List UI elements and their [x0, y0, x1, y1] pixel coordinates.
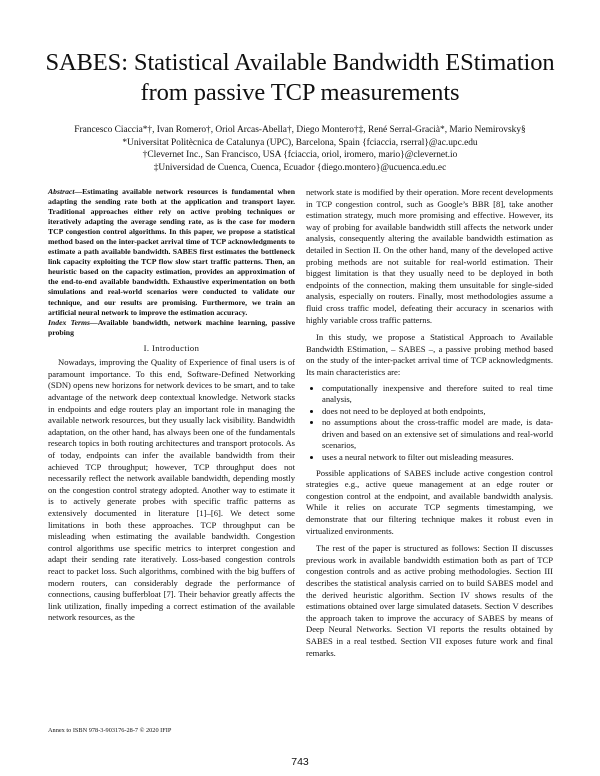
right-paragraph-3: Possible applications of SABES include active congestion control strategies e.g., active queue management at an edge router or congestion control at the endpoint, and available bandwidth analysis. While it relies on accurate TCP segments timestamping, we demonstrate that our filtering technique makes it robust even in virtualized environments.: [306, 467, 553, 536]
paper-title: [0, 48, 600, 108]
title-line-2: from passive TCP measurements: [140, 79, 460, 106]
abstract: [48, 187, 295, 318]
section-heading-introduction: I. Introduction: [143, 342, 200, 353]
index-terms: [48, 318, 295, 338]
list-item: • computationally inexpensive and therefore suited to real time analysis,: [322, 383, 553, 406]
abstract-text: —Estimating available network resources is fundamental when adapting the sending rate both at the application and transport layer. Traditional approaches either rely on active probing techniques or iteratively adapting the average sending rate, as is the case for modern TCP congestion control algorithms. In this paper, we propose a statistical method based on the inter-packet arrival time of TCP acknowledgments to estimate a path available bandwidth. SABES first estimates the bottleneck link capacity exploiting the TCP flow slow start traffic patterns. Then, an heuristic based on the capacity estimation, provides an approximation of the end-to-end available bandwidth. Exhaustive experimentation on both simulations and real-world scenarios were conducted to validate our technique, and our results are promising. Furthermore, we train an artificial neural network to improve the estimation accuracy.: [48, 187, 295, 317]
isbn-footer: Annex to ISBN 978-3-903176-28-7 © 2020 IFIP: [48, 727, 172, 734]
abstract-label: Abstract: [48, 187, 75, 196]
affiliation-cuenca: ‡Universidad de Cuenca, Cuenca, Ecuador {diego.montero}@ucuenca.edu.ec: [153, 162, 447, 173]
right-paragraph-1: network state is modified by their operation. More recent developments in TCP congestion control, such as Google’s BBR [8], take another estimation strategy, much more promising and effective. However, its way of probing for available bandwidth still affects the network under analysis, consequently altering the available bandwidth estimation as detailed in Section II. On the other hand, many of the developed active probing methods are not suitable for real-world estimation. Their biggest limitation is that they usually need to be deployed in both endpoints of the connection, making them unsuitable for single-sided analysis, especially on routers. Finally, most methodologies assume a fluid cross traffic model, defeating their accuracy in scenarios with highly variable cross traffic patterns.: [306, 187, 553, 325]
title-line-1: SABES: Statistical Available Bandwidth EStimation: [45, 49, 555, 76]
list-item: • does not need to be deployed at both endpoints,: [322, 406, 553, 418]
characteristics-list: [306, 383, 553, 464]
right-paragraph-2: In this study, we propose a Statistical Approach to Available Bandwidth EStimation, – SABES –, a passive probing method based on the study of the inter-packet arrival time of TCP acknowledgments. Its main characteristics are:: [306, 332, 553, 377]
index-terms-label: Index Terms: [48, 317, 91, 327]
page-number: 743: [291, 756, 309, 768]
intro-paragraph-1: Nowadays, improving the Quality of Experience of final users is of paramount importance. To this end, Software-Defined Networking (SDN) opens new horizons for network devices to be smart, and to take advantage of the network deep contextual knowledge. Network stacks in endpoints and edge routers play an important role in managing the available network resources, but they usually lack visibility. Bandwidth adaptation, on the other hand, has always been one of the fundamentals research topics in both routing architectures and transport protocols. As of today, endpoints can infer the available bandwidth from their achieved TCP throughput; however, TCP throughput does not necessarily reflect the network available bandwidth, depending mostly on the congestion control strategy adopted. Another way to estimate it is to actively generate probes with specific traffic patterns as extensively documented in literature [1]–[6]. We detect some limitations in both these approaches. TCP throughput can be misleading when estimating the available bandwidth. Congestion control algorithms use specific metrics to interpret congestion and adapt their sending rate iteratively. Loss-based congestion controls react to packet loss. Such algorithms, combined with the big buffers of modern routers, can considerably degrade the performance of connections, causing bufferbloat [7]. Their behavior greatly affects the link utilization, finally impeding a correct estimation of the available network resources, as the: [48, 357, 295, 623]
list-item: • uses a neural network to filter out misleading measures.: [322, 452, 553, 464]
right-paragraph-4: The rest of the paper is structured as follows: Section II discusses previous work in available bandwidth estimation both as part of TCP congestion controls and as active probing methodologies. Section III describes the statistical analysis carried on to build SABES model and the derived heuristic algorithm. Section IV shows results of the estimations obtained over large simulated datasets. Section V describes the approach taken to improve the accuracy of SABES by means of Deep Neural Networks. Section VI reports the results obtained by SABES in a real testbed. Section VII exposes future work and final remarks.: [306, 543, 553, 658]
list-item: • no assumptions about the cross-traffic model are made, is data-driven and based on an extensive set of simulations and real-world scenarios,: [322, 417, 553, 452]
affiliation-clevernet: †Clevernet Inc., San Francisco, USA {fciaccia, oriol, iromero, mario}@clevernet.io: [142, 150, 458, 161]
affiliation-upc: *Universitat Politècnica de Catalunya (UPC), Barcelona, Spain {fciaccia, rserral}@ac.upc.edu: [122, 137, 478, 148]
index-terms-text: —Available bandwidth, network machine learning, passive probing: [48, 317, 295, 337]
left-column: [48, 187, 295, 624]
right-column: [306, 187, 553, 659]
author-names: Francesco Ciaccia*†, Ivan Romero†, Oriol Arcas-Abella†, Diego Montero†‡, René Serral-Gracià*, Mario Nemirovsky§: [74, 125, 526, 135]
author-block: [0, 124, 600, 174]
